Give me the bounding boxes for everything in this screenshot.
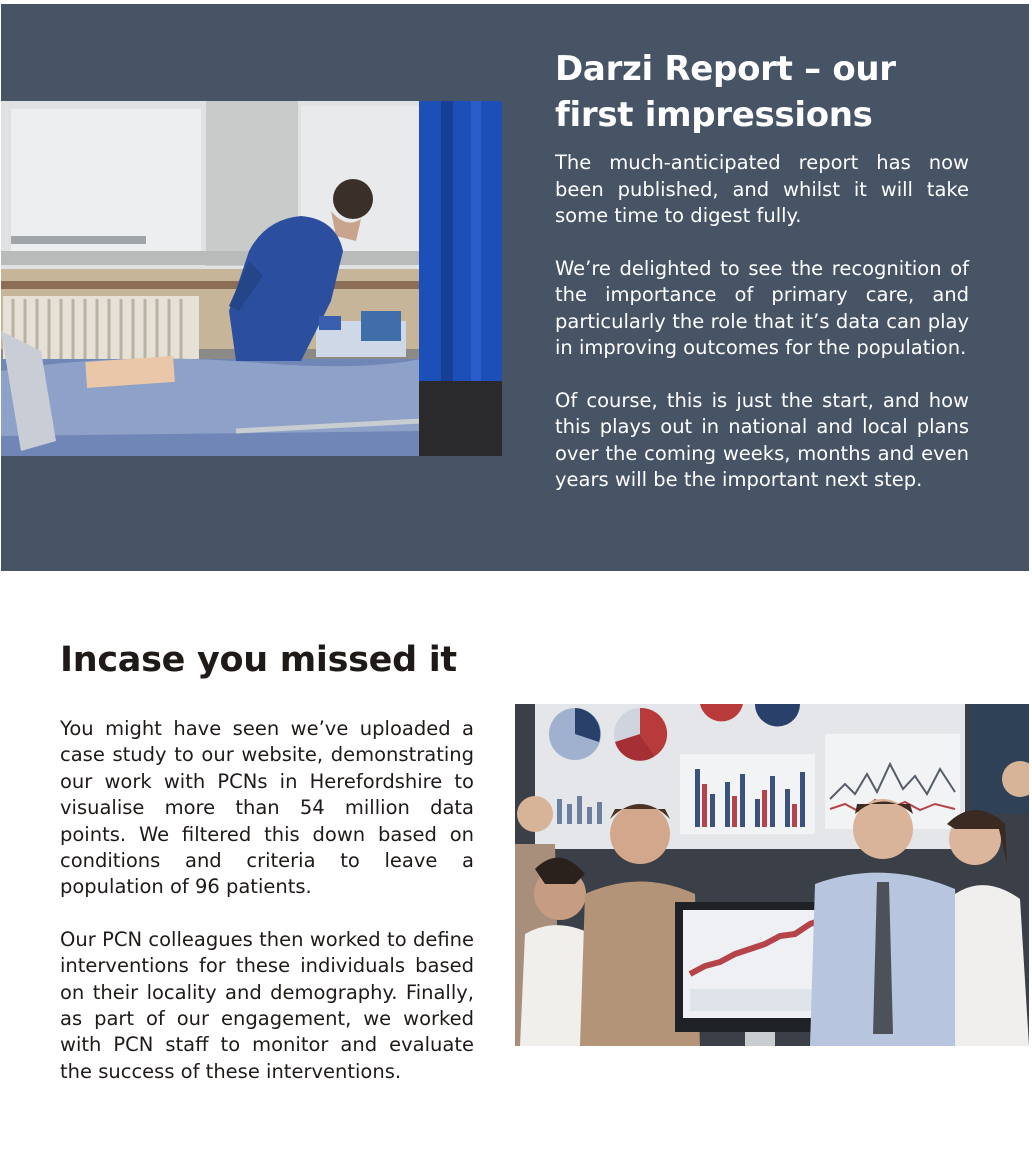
section-body bbox=[60, 716, 474, 1111]
hero-title: Darzi Report – our first impressions bbox=[555, 49, 896, 135]
body-paragraph: You might have seen we’ve uploaded a case study to our website, demonstrating our work with PCNs in Herefordshire to visualise more than 54 million data points. We filtered this down based on conditions and criteria to leave a population of 96 patients. bbox=[60, 717, 474, 899]
hospital-ward-photo bbox=[1, 101, 502, 456]
section-title: Incase you missed it bbox=[60, 640, 457, 680]
body-paragraph: Our PCN colleagues then worked to define interventions for these individuals based on their locality and demography. Finally, as part of our engagement, we worked with PCN staff to monitor and evaluate the success of these interventions. bbox=[60, 927, 474, 1083]
hero-text bbox=[555, 46, 969, 520]
hero-paragraph: The much-anticipated report has now been published, and whilst it will take some time to digest fully. bbox=[555, 151, 969, 227]
hero-paragraph: Of course, this is just the start, and how this plays out in national and local plans over the coming weeks, months and even years will be the important next step. bbox=[555, 388, 969, 491]
data-team-photo bbox=[515, 704, 1029, 1046]
hero-paragraph: We’re delighted to see the recognition of the importance of primary care, and particularly the role that it’s data can play in improving outcomes for the population. bbox=[555, 256, 969, 359]
